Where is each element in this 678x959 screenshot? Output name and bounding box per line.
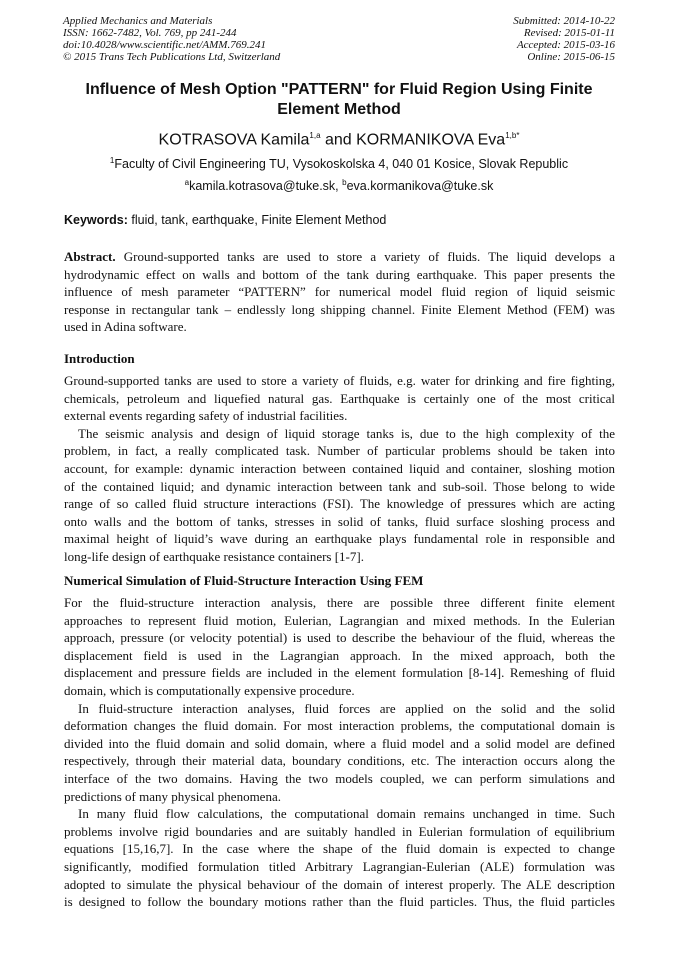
abstract <box>64 248 615 336</box>
text-line: domain, which is computationally expensive procedure. <box>64 682 355 698</box>
author-1: KOTRASOVA Kamila <box>158 131 310 149</box>
email-a: kamila.kotrasova@tuke.sk, <box>189 179 343 194</box>
text-line: approach, pressure (or velocity potential) is used to describe the behaviour of the fluid, whereas the <box>64 630 615 646</box>
section-heading: Numerical Simulation of Fluid-Structure Interaction Using FEM <box>64 573 424 588</box>
journal-info <box>63 15 280 63</box>
header-line: Accepted: 2015-03-16 <box>516 39 615 51</box>
section-introduction-body <box>64 372 615 566</box>
text-line: used in Adina software. <box>64 319 187 335</box>
text-line: In fluid-structure interaction analyses, fluid forces are applied on the solid and the solid <box>78 700 615 716</box>
text-line: onto walls and the bottom of tanks, stresses in solid of tanks, fluid surface sloshing process and <box>64 513 615 529</box>
paper-title: Influence of Mesh Option "PATTERN" for Fluid Region Using Finite Element Method <box>85 81 593 118</box>
text-line: significantly, modified formulation titled Arbitrary Lagrangian-Eulerian (ALE) formulation was <box>64 858 615 874</box>
authors <box>0 131 678 149</box>
text-line: problems involve rigid boundaries and are suitably handled in Eulerian formulation of equilibrium <box>64 823 615 839</box>
author-2: KORMANIKOVA Eva <box>356 131 506 149</box>
affiliation-text: Faculty of Civil Engineering TU, Vysokoskolska 4, 040 01 Kosice, Slovak Republic <box>114 157 569 172</box>
header-line: Applied Mechanics and Materials <box>63 15 213 27</box>
text-line: adopted to simulate the physical behaviour of the domain of interest properly. The ALE description <box>64 876 615 892</box>
text-line: In many fluid flow calculations, the computational domain remains unchanged in time. Such <box>78 806 615 822</box>
keywords-label: Keywords: <box>64 213 128 227</box>
text-line: displacement and pressure fields are included in the element formulation [8-14]. Remeshing of fluid <box>64 665 615 681</box>
text-line: respectively, through their material data, boundary conditions, etc. The interaction occurs along the <box>64 753 615 769</box>
keywords-text: fluid, tank, earthquake, Finite Element Method <box>127 213 387 227</box>
emails <box>0 178 678 193</box>
text-line: The seismic analysis and design of liquid storage tanks is, due to the high complexity of the <box>78 425 615 441</box>
header-line: Revised: 2015-01-11 <box>523 27 615 39</box>
header-line: Submitted: 2014-10-22 <box>513 15 615 27</box>
header-line: doi:10.4028/www.scientific.net/AMM.769.241 <box>63 39 266 51</box>
text-line <box>64 248 615 266</box>
text-line: range of so called fluid structure interactions (FSI). The knowledge of pressures which are acting <box>64 496 615 512</box>
text-line: equations [15,16,7]. In the case where the shape of the fluid domain is expected to change <box>64 841 615 857</box>
affiliation-sup: 1 <box>109 156 115 165</box>
author-1-sup: 1,a <box>309 131 321 140</box>
text-line: influence of mesh parameter “PATTERN” for numerical model fluid region of liquid seismic <box>64 284 615 300</box>
header-line: © 2015 Trans Tech Publications Ltd, Switzerland <box>63 51 281 63</box>
keywords <box>64 213 386 227</box>
text-line: divided into the fluid domain and solid domain, where a fluid model and a solid model are defined <box>64 735 615 751</box>
header-line: Online: 2015-06-15 <box>527 51 615 63</box>
text-line: maximal height of liquid’s wave during an earthquake plays fundamental role in responsible and <box>64 531 615 547</box>
abstract-text: Ground-supported tanks are used to store a variety of fluids. The liquid develops a <box>115 249 615 264</box>
section-heading: Introduction <box>64 351 135 366</box>
text-line: response in rectangular tank – endlessly long shipping channel. Finite Element Method (FEM) was <box>64 301 615 317</box>
text-line: external events regarding safety of industrial facilities. <box>64 408 348 424</box>
text-line: predictions of many physical phenomena. <box>64 788 281 804</box>
text-line: approaches to represent fluid motion, Eulerian, Lagrangian and mixed methods. In the Eulerian <box>64 612 615 628</box>
text-line: displacement field is used in the Lagrangian approach. In the mixed approach, both the <box>64 647 615 663</box>
text-line: hydrodynamic effect on walls and bottom of the tank during earthquake. This paper presents the <box>64 266 615 282</box>
text-line: of the contained liquid; and dynamic interaction between tank and sub-soil. Those belong to wide <box>64 478 615 494</box>
text-line: For the fluid-structure interaction analysis, there are possible three different finite element <box>64 595 615 610</box>
text-line: Ground-supported tanks are used to store a variety of fluids, e.g. water for drinking and fire fighting, <box>64 373 615 388</box>
text-line: problem, in fact, a really complicated task. Number of particular problems should be taken into <box>64 443 615 459</box>
text-line: deformation changes the fluid domain. For most interaction problems, the computational domain is <box>64 718 615 734</box>
section-numerical-body <box>64 594 615 911</box>
header-line: ISSN: 1662-7482, Vol. 769, pp 241-244 <box>63 27 237 39</box>
text-line: account, for example: dynamic interaction between contained liquid and container, sloshing motion <box>64 460 615 476</box>
text-line: chemicals, petroleum and liquefied natural gas. Earthquake is certainly one of the most critical <box>64 390 615 406</box>
text-line: interface of the two domains. Having the two models coupled, we can perform simulations and <box>64 770 615 786</box>
email-sup-a: a <box>184 178 190 187</box>
submission-dates <box>513 15 615 63</box>
text-line: long-life design of earthquake resistance containers [1-7]. <box>64 548 364 564</box>
affiliation <box>0 156 678 171</box>
email-sup-b: b <box>342 178 347 187</box>
abstract-label: Abstract. <box>64 249 116 264</box>
email-b: eva.kormanikova@tuke.sk <box>346 179 494 194</box>
text-line: is designed to follow the boundary motions rather than the fluid particles. Thus, the fluid particles <box>64 894 615 910</box>
authors-and: and <box>320 131 357 149</box>
author-2-sup: 1,b* <box>505 131 520 140</box>
